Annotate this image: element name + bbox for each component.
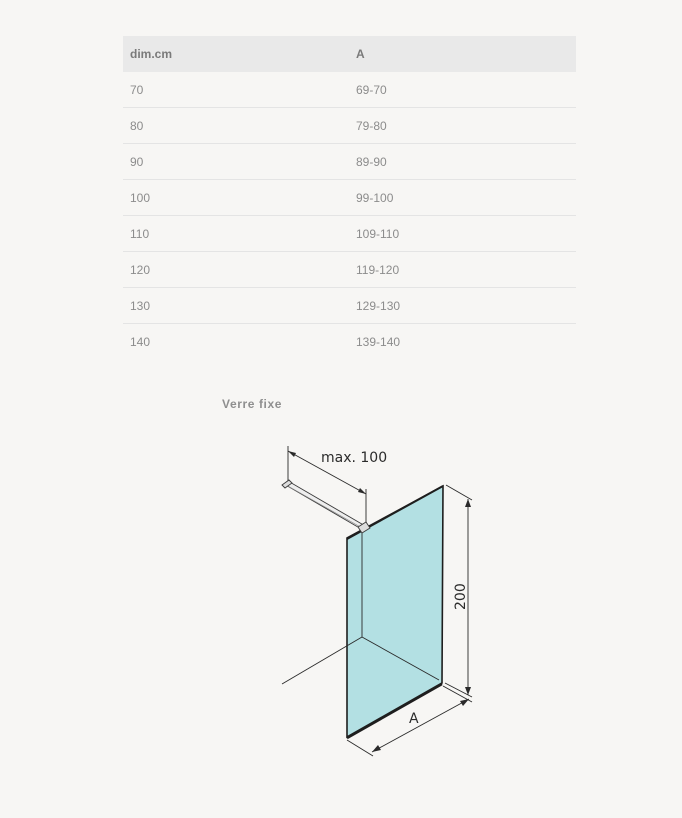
header-dim: dim.cm <box>123 36 348 72</box>
cell-a: 109-110 <box>348 216 576 252</box>
width-dimension-ext-left <box>347 740 373 756</box>
height-dimension-ext-top <box>446 485 472 500</box>
cell-a: 99-100 <box>348 180 576 216</box>
cell-dim: 130 <box>123 288 348 324</box>
bar-dimension-arrow-right <box>358 488 366 494</box>
cell-dim: 70 <box>130 82 144 97</box>
cell-dim: 140 <box>123 324 348 360</box>
cell-dim: 90 <box>123 144 348 180</box>
stabilizer-bar-inner <box>286 485 364 529</box>
cell-a: 69-70 <box>356 82 387 97</box>
header-a: A <box>348 36 576 72</box>
width-dimension-arrow-left <box>372 745 381 752</box>
cell-a: 139-140 <box>348 324 576 360</box>
cell-dim: 100 <box>123 180 348 216</box>
cell-dim: 80 <box>123 108 348 144</box>
stabilizer-bar <box>284 481 367 530</box>
cell-a: 119-120 <box>348 252 576 288</box>
cell-a: 79-80 <box>348 108 576 144</box>
cell-a: 129-130 <box>348 288 576 324</box>
height-dimension-label: 200 <box>453 583 469 610</box>
cell-dim: 120 <box>123 252 348 288</box>
width-dimension-arrow-right <box>460 699 469 706</box>
cell-dim: 110 <box>123 216 348 252</box>
cell-a: 89-90 <box>348 144 576 180</box>
height-dimension-arrow-top <box>465 499 471 507</box>
bar-dimension-label: max. 100 <box>321 450 388 466</box>
section-title: Verre fixe <box>222 397 283 411</box>
width-dimension-label: A <box>409 711 419 727</box>
bar-dimension-arrow-left <box>288 451 296 457</box>
